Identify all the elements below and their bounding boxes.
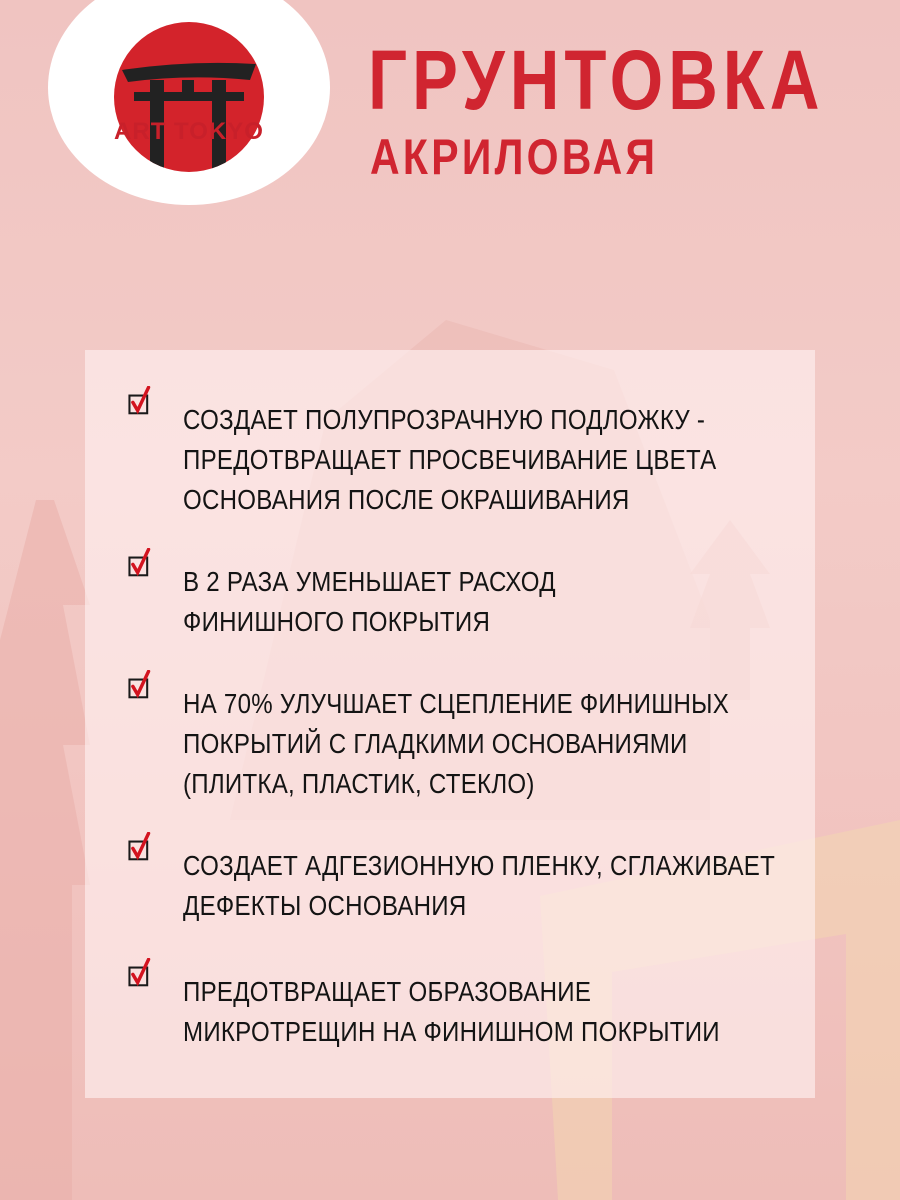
- feature-text-line: В 2 РАЗА УМЕНЬШАЕТ РАСХОД: [183, 566, 556, 597]
- feature-text-line: ПРЕДОТВРАЩАЕТ ОБРАЗОВАНИЕ: [183, 976, 592, 1007]
- feature-text-line: ФИНИШНОГО ПОКРЫТИЯ: [183, 606, 491, 637]
- checkbox-check-icon: [123, 386, 155, 416]
- feature-text-line: МИКРОТРЕЩИН НА ФИНИШНОМ ПОКРЫТИИ: [183, 1016, 720, 1047]
- red-sun-icon: [114, 22, 264, 172]
- checkbox-check-icon: [123, 832, 155, 862]
- feature-text-line: СОЗДАЕТ ПОЛУПРОЗРАЧНУЮ ПОДЛОЖКУ -: [183, 404, 706, 435]
- feature-text-line: ДЕФЕКТЫ ОСНОВАНИЯ: [183, 890, 467, 921]
- feature-text-line: НА 70% УЛУЧШАЕТ СЦЕПЛЕНИЕ ФИНИШНЫХ: [183, 688, 730, 719]
- checkbox-check-icon: [123, 548, 155, 578]
- checkbox-check-icon: [123, 958, 155, 988]
- feature-text-line: СОЗДАЕТ АДГЕЗИОННУЮ ПЛЕНКУ, СГЛАЖИВАЕТ: [183, 850, 776, 881]
- feature-text-line: ОСНОВАНИЯ ПОСЛЕ ОКРАШИВАНИЯ: [183, 484, 630, 515]
- feature-text-line: (ПЛИТКА, ПЛАСТИК, СТЕКЛО): [183, 768, 535, 799]
- torii-gate-icon: [114, 22, 264, 172]
- feature-text-line: ПРЕДОТВРАЩАЕТ ПРОСВЕЧИВАНИЕ ЦВЕТА: [183, 444, 717, 475]
- checkbox-check-icon: [123, 670, 155, 700]
- page-subtitle: АКРИЛОВАЯ: [370, 129, 659, 185]
- page-title: ГРУНТОВКА: [368, 33, 825, 127]
- logo-text: ART TOKYO: [114, 118, 264, 145]
- art-tokyo-logo: [48, 0, 330, 205]
- pagoda-silhouette-left: [0, 500, 90, 1200]
- feature-text-line: ПОКРЫТИЙ С ГЛАДКИМИ ОСНОВАНИЯМИ: [183, 728, 688, 759]
- features-card: [85, 350, 815, 1098]
